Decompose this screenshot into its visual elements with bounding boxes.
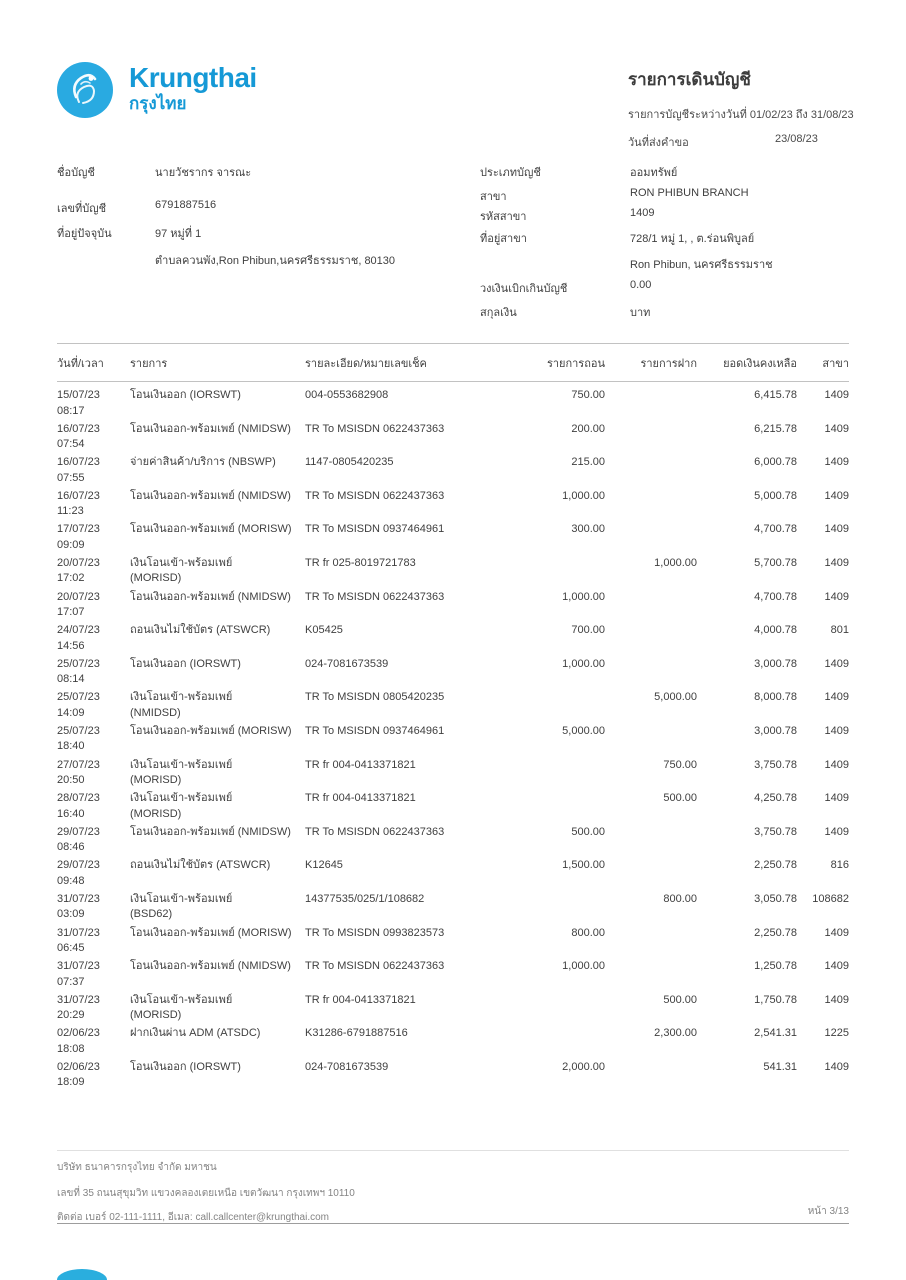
cell-withdrawal	[500, 690, 605, 724]
cell-date-time: 31/07/23 06:45	[57, 926, 100, 954]
cell-withdrawal: 1,500.00	[562, 859, 605, 872]
cell-deposit	[605, 657, 697, 691]
cell-date-time: 31/07/23 03:09	[57, 892, 100, 921]
cell-detail: 004-0553682908	[305, 389, 389, 401]
cell-description: ฝากเงินผ่าน ADM (ATSDC)	[130, 1027, 261, 1040]
account-number-value: 6791887516	[155, 199, 217, 211]
cell-withdrawal: 750.00	[571, 389, 605, 401]
cell-branch: 1409	[824, 825, 849, 838]
cell-detail: TR To MSISDN 0622437363	[305, 422, 445, 435]
cell-detail: 1147-0805420235	[305, 456, 394, 469]
cell-deposit: 2,300.00	[654, 1027, 697, 1040]
cell-branch: 1409	[824, 556, 849, 569]
cell-date-time: 17/07/23 09:09	[57, 523, 100, 551]
cell-balance: 4,250.78	[754, 792, 797, 805]
cell-deposit: 500.00	[663, 993, 697, 1006]
cell-date-time: 29/07/23 09:48	[57, 859, 100, 887]
cell-description: โอนเงินออก-พร้อมเพย์ (NMIDSW)	[130, 590, 291, 603]
cell-balance: 8,000.78	[754, 691, 797, 704]
cell-branch: 1409	[824, 691, 849, 704]
cell-balance: 1,750.78	[754, 993, 797, 1006]
branch-address-line2: Ron Phibun, นครศรีธรรมราช	[630, 259, 773, 271]
cell-deposit	[605, 959, 697, 993]
cell-deposit	[605, 926, 697, 960]
cell-detail: TR fr 025-8019721783	[305, 556, 416, 569]
cell-detail: TR To MSISDN 0622437363	[305, 489, 445, 502]
cell-withdrawal: 1,000.00	[562, 590, 605, 603]
cell-detail: 024-7081673539	[305, 1060, 389, 1073]
brand-name-en: Krungthai	[129, 62, 257, 93]
cell-detail: TR fr 004-0413371821	[305, 993, 416, 1006]
cell-branch: 108682	[812, 892, 849, 905]
footer-contact: ติดต่อ เบอร์ 02-111-1111, อีเมล: call.callcenter@krungthai.com	[57, 1212, 329, 1223]
cell-deposit: 750.00	[663, 758, 697, 771]
table-row	[57, 892, 849, 926]
cell-description: ถอนเงินไม่ใช้บัตร (ATSWCR)	[130, 624, 271, 637]
cell-branch: 1409	[824, 422, 849, 435]
footer-divider-bottom	[57, 1223, 849, 1224]
table-row	[57, 455, 849, 489]
cell-balance: 5,000.78	[754, 489, 797, 502]
cell-balance: 6,000.78	[754, 456, 797, 469]
cell-detail: TR To MSISDN 0805420235	[305, 691, 445, 704]
cell-withdrawal	[500, 1026, 605, 1060]
cell-detail: K12645	[305, 859, 343, 872]
table-row	[57, 825, 849, 859]
cell-withdrawal: 300.00	[571, 523, 605, 536]
table-row	[57, 422, 849, 456]
account-type-label: ประเภทบัญชี	[480, 167, 541, 179]
cell-description: โอนเงินออก-พร้อมเพย์ (NMIDSW)	[130, 489, 291, 502]
page-number: หน้า 3/13	[807, 1206, 849, 1217]
statement-title: รายการเดินบัญชี	[628, 70, 751, 89]
cell-balance: 4,700.78	[754, 590, 797, 603]
branch-code-value: 1409	[630, 207, 655, 219]
cell-withdrawal: 215.00	[571, 456, 605, 469]
cell-deposit: 800.00	[663, 892, 697, 905]
krungthai-bird-icon	[57, 62, 113, 118]
header-detail: รายละเอียด/หมายเลขเช็ค	[305, 358, 427, 370]
cell-deposit	[605, 724, 697, 758]
cell-detail: 14377535/025/1/108682	[305, 892, 425, 905]
table-row	[57, 522, 849, 556]
cell-branch: 1409	[824, 523, 849, 536]
cell-branch: 1409	[824, 389, 849, 401]
cell-balance: 3,050.78	[754, 892, 797, 905]
footer-address: เลขที่ 35 ถนนสุขุมวิท แขวงคลองเตยเหนือ เขตวัฒนา กรุงเทพฯ 10110	[57, 1188, 355, 1199]
cell-description: จ่ายค่าสินค้า/บริการ (NBSWP)	[130, 456, 276, 469]
cell-withdrawal	[500, 892, 605, 926]
cell-detail: TR fr 004-0413371821	[305, 758, 416, 771]
cell-deposit	[605, 422, 697, 456]
cell-date-time: 25/07/23 08:14	[57, 657, 100, 686]
cell-description: โอนเงินออก-พร้อมเพย์ (MORISW)	[130, 523, 292, 536]
cell-branch: 1409	[824, 993, 849, 1006]
cell-detail: TR To MSISDN 0622437363	[305, 960, 445, 973]
overdraft-label: วงเงินเบิกเกินบัญชี	[480, 283, 568, 295]
cell-branch: 1409	[824, 758, 849, 771]
cell-detail: K05425	[305, 624, 343, 637]
cell-date-time: 20/07/23 17:07	[57, 590, 100, 619]
cell-branch: 801	[830, 624, 849, 637]
cell-date-time: 16/07/23 07:54	[57, 422, 100, 451]
table-row	[57, 556, 849, 590]
table-row	[57, 590, 849, 624]
cell-date-time: 31/07/23 20:29	[57, 993, 100, 1022]
cell-branch: 1409	[824, 1060, 849, 1073]
cell-detail: TR fr 004-0413371821	[305, 792, 416, 805]
cell-withdrawal	[500, 758, 605, 792]
brand-name-th: กรุงไทย	[129, 94, 187, 113]
footer-company: บริษัท ธนาคารกรุงไทย จำกัด มหาชน	[57, 1162, 217, 1173]
cell-deposit	[605, 825, 697, 859]
cell-balance: 2,250.78	[754, 926, 797, 939]
cell-withdrawal: 700.00	[571, 624, 605, 637]
cell-date-time: 24/07/23 14:56	[57, 624, 100, 652]
cell-description: ถอนเงินไม่ใช้บัตร (ATSWCR)	[130, 859, 271, 872]
cell-description: เงินโอนเข้า-พร้อมเพย์ (MORISD)	[130, 556, 233, 585]
branch-label: สาขา	[480, 191, 507, 203]
cell-detail: TR To MSISDN 0993823573	[305, 926, 445, 939]
header-description: รายการ	[130, 358, 168, 370]
branch-address-label: ที่อยู่สาขา	[480, 233, 527, 245]
cell-branch: 1225	[824, 1027, 849, 1040]
cell-date-time: 15/07/23 08:17	[57, 389, 100, 417]
currency-label: สกุลเงิน	[480, 307, 517, 319]
account-number-label: เลขที่บัญชี	[57, 203, 107, 215]
cell-detail: TR To MSISDN 0622437363	[305, 590, 445, 603]
cell-balance: 3,750.78	[754, 758, 797, 771]
cell-deposit	[605, 1060, 697, 1094]
cell-balance: 5,700.78	[754, 556, 797, 569]
cell-balance: 4,000.78	[754, 624, 797, 637]
statement-period: รายการบัญชีระหว่างวันที่ 01/02/23 ถึง 31/08/23	[628, 109, 854, 121]
branch-code-label: รหัสสาขา	[480, 211, 527, 223]
krungthai-logo	[57, 62, 257, 118]
cell-balance: 3,000.78	[754, 657, 797, 670]
cell-balance: 3,750.78	[754, 825, 797, 838]
cell-branch: 1409	[824, 724, 849, 737]
cell-withdrawal	[500, 993, 605, 1027]
cell-detail: TR To MSISDN 0622437363	[305, 825, 445, 838]
cell-balance: 541.31	[763, 1060, 797, 1073]
cell-detail: TR To MSISDN 0937464961	[305, 724, 445, 737]
cell-date-time: 28/07/23 16:40	[57, 792, 100, 820]
cell-withdrawal	[500, 556, 605, 590]
cell-detail: 024-7081673539	[305, 657, 389, 670]
transactions-table	[57, 343, 849, 1093]
cell-balance: 3,000.78	[754, 724, 797, 737]
cell-deposit	[605, 590, 697, 624]
request-date-label: วันที่ส่งคำขอ	[628, 137, 689, 149]
cell-branch: 1409	[824, 960, 849, 973]
brand-wordmark	[129, 64, 257, 112]
request-date-value: 23/08/23	[775, 133, 818, 145]
branch-value: RON PHIBUN BRANCH	[630, 187, 749, 199]
cell-description: เงินโอนเข้า-พร้อมเพย์ (NMIDSD)	[130, 691, 233, 719]
current-address-line2: ตำบลควนพัง,Ron Phibun,นครศรีธรรมราช, 80130	[155, 255, 396, 267]
account-type-value: ออมทรัพย์	[630, 167, 678, 179]
cell-description: เงินโอนเข้า-พร้อมเพย์ (BSD62)	[130, 892, 233, 921]
cell-date-time: 25/07/23 18:40	[57, 724, 100, 753]
overdraft-value: 0.00	[630, 279, 652, 291]
cell-date-time: 31/07/23 07:37	[57, 960, 100, 988]
cell-deposit	[605, 489, 697, 523]
table-row	[57, 1026, 849, 1060]
table-row	[57, 623, 849, 657]
cell-deposit	[605, 388, 697, 422]
table-row	[57, 993, 849, 1027]
table-row	[57, 489, 849, 523]
cell-deposit: 500.00	[663, 792, 697, 805]
cell-deposit	[605, 455, 697, 489]
cell-branch: 1409	[824, 456, 849, 469]
table-row	[57, 858, 849, 892]
cell-description: โอนเงินออก (IORSWT)	[130, 389, 241, 401]
cell-deposit	[605, 522, 697, 556]
cell-description: เงินโอนเข้า-พร้อมเพย์ (MORISD)	[130, 792, 233, 820]
account-name-value: นายวัชรากร จารณะ	[155, 167, 252, 179]
cell-branch: 1409	[824, 489, 849, 502]
transactions-body	[57, 382, 849, 1093]
cell-description: โอนเงินออก-พร้อมเพย์ (NMIDSW)	[130, 422, 291, 435]
currency-value: บาท	[630, 307, 651, 319]
cell-description: โอนเงินออก-พร้อมเพย์ (NMIDSW)	[130, 825, 291, 838]
cell-branch: 816	[830, 859, 849, 872]
cell-balance: 6,415.78	[754, 389, 797, 401]
cell-withdrawal: 200.00	[571, 422, 605, 435]
table-row	[57, 690, 849, 724]
table-row	[57, 791, 849, 825]
cell-date-time: 27/07/23 20:50	[57, 758, 100, 787]
cell-description: โอนเงินออก (IORSWT)	[130, 657, 241, 670]
cell-branch: 1409	[824, 657, 849, 670]
cell-deposit	[605, 623, 697, 657]
cell-balance: 2,541.31	[754, 1027, 797, 1040]
table-row	[57, 1060, 849, 1094]
statement-header	[628, 66, 858, 151]
cell-balance: 4,700.78	[754, 523, 797, 536]
cell-withdrawal: 1,000.00	[562, 657, 605, 670]
next-page-logo-peek	[57, 1269, 107, 1280]
table-row	[57, 724, 849, 758]
cell-date-time: 02/06/23 18:08	[57, 1027, 100, 1055]
table-row	[57, 758, 849, 792]
header-branch: สาขา	[822, 358, 849, 370]
cell-balance: 6,215.78	[754, 422, 797, 435]
cell-description: โอนเงินออก-พร้อมเพย์ (MORISW)	[130, 926, 292, 939]
table-row	[57, 657, 849, 691]
cell-deposit	[605, 858, 697, 892]
cell-withdrawal: 500.00	[571, 825, 605, 838]
footer-divider-top	[57, 1150, 849, 1151]
cell-withdrawal: 1,000.00	[562, 960, 605, 973]
cell-date-time: 25/07/23 14:09	[57, 691, 100, 719]
cell-description: โอนเงินออก-พร้อมเพย์ (MORISW)	[130, 724, 292, 737]
cell-description: โอนเงินออก (IORSWT)	[130, 1060, 241, 1073]
table-row	[57, 926, 849, 960]
cell-withdrawal: 800.00	[571, 926, 605, 939]
cell-balance: 2,250.78	[754, 859, 797, 872]
cell-description: เงินโอนเข้า-พร้อมเพย์ (MORISD)	[130, 993, 233, 1022]
cell-date-time: 29/07/23 08:46	[57, 825, 100, 854]
cell-withdrawal: 2,000.00	[562, 1060, 605, 1073]
account-name-label: ชื่อบัญชี	[57, 167, 95, 179]
cell-withdrawal: 5,000.00	[562, 724, 605, 737]
current-address-line1: 97 หมู่ที่ 1	[155, 228, 202, 240]
cell-date-time: 02/06/23 18:09	[57, 1060, 100, 1089]
cell-withdrawal	[500, 791, 605, 825]
header-deposit: รายการฝาก	[640, 358, 697, 370]
table-row	[57, 388, 849, 422]
cell-date-time: 16/07/23 07:55	[57, 456, 100, 484]
cell-withdrawal: 1,000.00	[562, 489, 605, 502]
cell-description: เงินโอนเข้า-พร้อมเพย์ (MORISD)	[130, 758, 233, 787]
cell-balance: 1,250.78	[754, 960, 797, 973]
cell-deposit: 5,000.00	[654, 691, 697, 704]
cell-branch: 1409	[824, 792, 849, 805]
header-date-time: วันที่/เวลา	[57, 358, 104, 370]
cell-description: โอนเงินออก-พร้อมเพย์ (NMIDSW)	[130, 960, 291, 973]
cell-deposit: 1,000.00	[654, 556, 697, 569]
request-date-row	[628, 133, 858, 151]
cell-detail: K31286-6791887516	[305, 1027, 408, 1040]
table-row	[57, 959, 849, 993]
header-balance: ยอดเงินคงเหลือ	[723, 358, 797, 370]
current-address-label: ที่อยู่ปัจจุบัน	[57, 228, 112, 240]
header-withdrawal: รายการถอน	[546, 358, 605, 370]
cell-detail: TR To MSISDN 0937464961	[305, 523, 445, 536]
cell-branch: 1409	[824, 926, 849, 939]
cell-date-time: 16/07/23 11:23	[57, 489, 100, 518]
cell-branch: 1409	[824, 590, 849, 603]
table-header-row	[57, 343, 849, 382]
cell-date-time: 20/07/23 17:02	[57, 556, 100, 585]
branch-address-line1: 728/1 หมู่ 1, , ต.ร่อนพิบูลย์	[630, 233, 755, 245]
